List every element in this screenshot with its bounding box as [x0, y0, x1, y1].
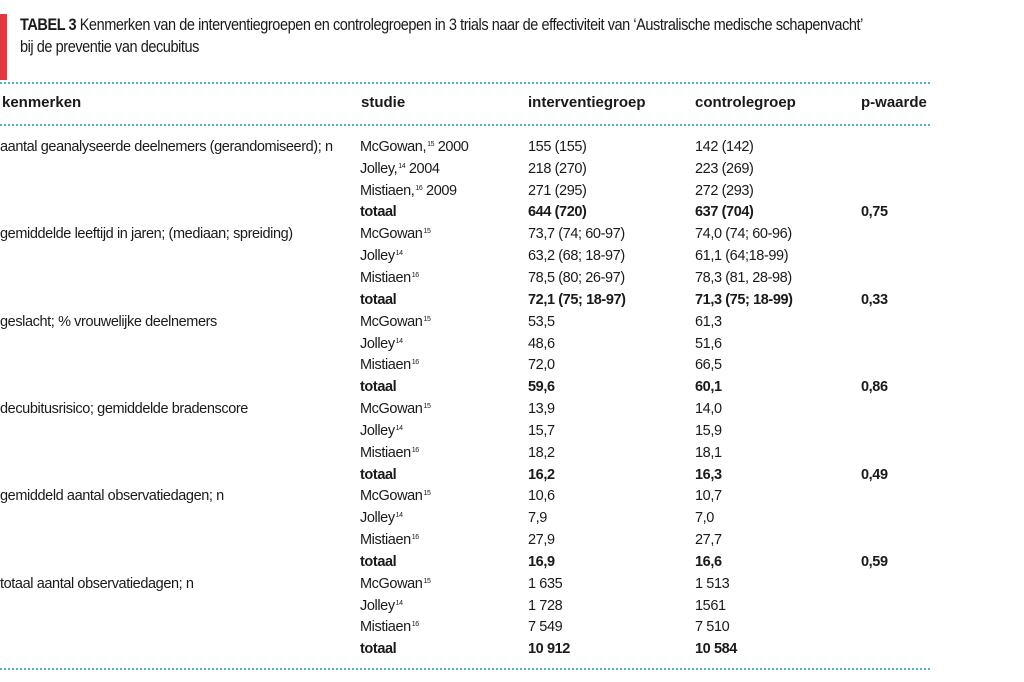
cell-studie — [360, 354, 528, 376]
table-row — [0, 507, 931, 529]
cell-interventiegroep: 15,7 — [528, 422, 555, 439]
reference-number: 16 — [411, 621, 419, 629]
cell-p-waarde — [861, 595, 931, 617]
cell-studie — [360, 573, 528, 595]
study-name: Mistiaen — [360, 619, 411, 636]
cell-kenmerk: geslacht; % vrouwelijke deelnemers — [0, 313, 217, 330]
cell-interventiegroep: 7,9 — [528, 510, 547, 527]
cell-p-waarde — [861, 311, 931, 333]
cell-studie — [360, 486, 528, 508]
cell-interventiegroep: 72,0 — [528, 357, 555, 374]
table-row — [0, 158, 931, 180]
cell-p-waarde — [861, 529, 931, 551]
cell-p-waarde — [861, 486, 931, 508]
cell-kenmerk — [0, 442, 360, 464]
table-row — [0, 223, 931, 245]
reference-number: 16 — [411, 534, 419, 542]
header-rule — [0, 124, 930, 126]
cell-p-waarde — [861, 573, 931, 595]
cell-studie — [360, 333, 528, 355]
cell-studie — [360, 245, 528, 267]
cell-studie — [360, 180, 528, 202]
cell-interventiegroep: 72,1 (75; 18-97) — [528, 291, 626, 308]
cell-interventiegroep: 78,5 (80; 26-97) — [528, 269, 625, 286]
reference-number: 15 — [423, 228, 431, 236]
cell-controlegroep: 51,6 — [695, 335, 722, 352]
reference-number: 14 — [395, 250, 403, 258]
table-row — [0, 289, 931, 311]
cell-p-waarde — [861, 507, 931, 529]
cell-interventiegroep: 27,9 — [528, 532, 555, 549]
cell-kenmerk — [0, 617, 360, 639]
cell-controlegroep: 60,1 — [695, 379, 722, 396]
cell-p-waarde — [861, 442, 931, 464]
study-name: McGowan — [360, 575, 423, 592]
cell-studie — [360, 136, 528, 158]
cell-kenmerk — [0, 595, 360, 617]
cell-interventiegroep: 155 (155) — [528, 138, 587, 155]
reference-number: 15 — [423, 577, 431, 585]
study-name: Jolley — [360, 510, 395, 527]
cell-p-waarde — [861, 420, 931, 442]
cell-interventiegroep: 10,6 — [528, 488, 555, 505]
study-name: Jolley — [360, 335, 395, 352]
table-row — [0, 442, 931, 464]
cell-p-waarde — [861, 638, 931, 660]
cell-kenmerk — [0, 202, 360, 224]
study-name: totaal — [360, 291, 397, 308]
cell-kenmerk — [0, 354, 360, 376]
table-row — [0, 311, 931, 333]
cell-studie — [360, 311, 528, 333]
cell-interventiegroep: 48,6 — [528, 335, 555, 352]
reference-number: 15 — [427, 140, 435, 148]
reference-number: 15 — [423, 490, 431, 498]
cell-p-waarde — [861, 245, 931, 267]
cell-kenmerk — [0, 158, 360, 180]
cell-studie — [360, 551, 528, 573]
cell-interventiegroep: 1 635 — [528, 575, 563, 592]
table-row — [0, 638, 931, 660]
cell-controlegroep: 637 (704) — [695, 204, 754, 221]
top-rule — [0, 82, 930, 84]
study-name: McGowan — [360, 313, 423, 330]
cell-interventiegroep: 63,2 (68; 18-97) — [528, 248, 625, 265]
study-name: Jolley — [360, 597, 395, 614]
reference-number: 14 — [395, 512, 403, 520]
table-row — [0, 354, 931, 376]
cell-controlegroep: 74,0 (74; 60-96) — [695, 226, 792, 243]
cell-interventiegroep: 10 912 — [528, 641, 570, 658]
table-row — [0, 486, 931, 508]
cell-kenmerk: totaal aantal observatiedagen; n — [0, 575, 194, 592]
cell-studie — [360, 376, 528, 398]
study-name: McGowan, — [360, 138, 427, 155]
table-row — [0, 267, 931, 289]
cell-kenmerk: gemiddeld aantal observatiedagen; n — [0, 488, 224, 505]
study-name: Mistiaen — [360, 532, 411, 549]
cell-p-waarde — [861, 617, 931, 639]
cell-studie — [360, 464, 528, 486]
cell-kenmerk — [0, 551, 360, 573]
cell-studie — [360, 617, 528, 639]
study-name: Jolley — [360, 248, 395, 265]
bottom-rule — [0, 668, 930, 670]
cell-p-waarde — [861, 333, 931, 355]
cell-interventiegroep: 271 (295) — [528, 182, 587, 199]
study-name: McGowan — [360, 401, 423, 418]
study-year: 2000 — [434, 138, 469, 155]
study-name: Jolley — [360, 422, 395, 439]
cell-kenmerk — [0, 464, 360, 486]
data-table — [0, 136, 931, 660]
cell-controlegroep: 272 (293) — [695, 182, 754, 199]
cell-controlegroep: 61,3 — [695, 313, 722, 330]
study-year: 2004 — [405, 160, 440, 177]
cell-studie — [360, 442, 528, 464]
cell-controlegroep: 27,7 — [695, 532, 722, 549]
reference-number: 16 — [411, 446, 419, 454]
table-row — [0, 398, 931, 420]
header-kenmerken: kenmerken — [2, 94, 82, 111]
cell-interventiegroep: 59,6 — [528, 379, 555, 396]
header-controlegroep: controlegroep — [695, 94, 796, 111]
cell-kenmerk — [0, 376, 360, 398]
cell-studie — [360, 638, 528, 660]
cell-studie — [360, 507, 528, 529]
study-name: McGowan — [360, 226, 423, 243]
header-interventiegroep: interventiegroep — [528, 94, 646, 111]
cell-p-waarde — [861, 398, 931, 420]
cell-kenmerk — [0, 267, 360, 289]
header-studie: studie — [361, 94, 406, 111]
study-name: totaal — [360, 641, 397, 658]
cell-controlegroep: 16,6 — [695, 553, 722, 570]
reference-number: 15 — [423, 403, 431, 411]
cell-studie — [360, 202, 528, 224]
cell-kenmerk — [0, 529, 360, 551]
table-row — [0, 573, 931, 595]
cell-controlegroep: 10 584 — [695, 641, 737, 658]
cell-controlegroep: 16,3 — [695, 466, 722, 483]
cell-p-waarde — [861, 354, 931, 376]
reference-number: 16 — [411, 271, 419, 279]
cell-kenmerk — [0, 420, 360, 442]
cell-controlegroep: 223 (269) — [695, 160, 754, 177]
cell-interventiegroep: 644 (720) — [528, 204, 587, 221]
cell-kenmerk: decubitusrisico; gemiddelde bradenscore — [0, 401, 248, 418]
cell-controlegroep: 14,0 — [695, 401, 722, 418]
cell-studie — [360, 398, 528, 420]
cell-kenmerk — [0, 180, 360, 202]
cell-p-waarde — [861, 136, 931, 158]
table-row — [0, 617, 931, 639]
cell-interventiegroep: 13,9 — [528, 401, 555, 418]
study-name: Mistiaen, — [360, 182, 415, 199]
cell-kenmerk: gemiddelde leeftijd in jaren; (mediaan; spreiding) — [0, 226, 293, 243]
cell-studie — [360, 529, 528, 551]
cell-kenmerk — [0, 245, 360, 267]
cell-p-waarde: 0,86 — [861, 379, 888, 396]
cell-studie — [360, 595, 528, 617]
cell-kenmerk: aantal geanalyseerde deelnemers (gerandomiseerd); n — [0, 138, 333, 155]
cell-interventiegroep: 16,9 — [528, 553, 555, 570]
cell-controlegroep: 7,0 — [695, 510, 714, 527]
cell-p-waarde — [861, 180, 931, 202]
study-name: totaal — [360, 466, 397, 483]
cell-controlegroep: 142 (142) — [695, 138, 754, 155]
reference-number: 14 — [395, 599, 403, 607]
cell-p-waarde: 0,33 — [861, 291, 888, 308]
caption-accent-bar — [0, 14, 7, 80]
table-row — [0, 245, 931, 267]
study-name: totaal — [360, 204, 397, 221]
study-name: Mistiaen — [360, 357, 411, 374]
cell-interventiegroep: 16,2 — [528, 466, 555, 483]
table-row — [0, 136, 931, 158]
cell-controlegroep: 61,1 (64;18-99) — [695, 248, 789, 265]
cell-controlegroep: 71,3 (75; 18-99) — [695, 291, 793, 308]
table-row — [0, 202, 931, 224]
table-row — [0, 180, 931, 202]
reference-number: 16 — [415, 184, 423, 192]
cell-interventiegroep: 218 (270) — [528, 160, 587, 177]
cell-controlegroep: 18,1 — [695, 444, 722, 461]
reference-number: 15 — [423, 315, 431, 323]
data-table-body — [0, 136, 931, 660]
table-caption — [20, 14, 865, 58]
cell-interventiegroep: 73,7 (74; 60-97) — [528, 226, 625, 243]
cell-controlegroep: 1 513 — [695, 575, 730, 592]
table-row — [0, 551, 931, 573]
cell-studie — [360, 223, 528, 245]
cell-controlegroep: 15,9 — [695, 422, 722, 439]
reference-number: 14 — [395, 337, 403, 345]
cell-kenmerk — [0, 333, 360, 355]
cell-p-waarde — [861, 223, 931, 245]
caption-label: TABEL 3 — [20, 16, 77, 34]
cell-interventiegroep: 53,5 — [528, 313, 555, 330]
caption-text: Kenmerken van de interventiegroepen en controlegroepen in 3 trials naar de effectiviteit van ‘Australische medische schapenvacht’ bij de preventie van decubitus — [20, 16, 863, 56]
cell-p-waarde: 0,75 — [861, 204, 888, 221]
study-year: 2009 — [422, 182, 457, 199]
cell-interventiegroep: 7 549 — [528, 619, 563, 636]
reference-number: 14 — [398, 162, 406, 170]
cell-kenmerk — [0, 289, 360, 311]
cell-studie — [360, 158, 528, 180]
cell-p-waarde: 0,59 — [861, 553, 888, 570]
cell-controlegroep: 78,3 (81, 28-98) — [695, 269, 792, 286]
reference-number: 14 — [395, 424, 403, 432]
study-name: Jolley, — [360, 160, 398, 177]
cell-studie — [360, 289, 528, 311]
table-row — [0, 376, 931, 398]
study-name: totaal — [360, 553, 397, 570]
cell-p-waarde — [861, 267, 931, 289]
study-name: McGowan — [360, 488, 423, 505]
cell-kenmerk — [0, 507, 360, 529]
cell-controlegroep: 7 510 — [695, 619, 730, 636]
study-name: Mistiaen — [360, 444, 411, 461]
cell-interventiegroep: 18,2 — [528, 444, 555, 461]
cell-controlegroep: 66,5 — [695, 357, 722, 374]
table-row — [0, 595, 931, 617]
study-name: totaal — [360, 379, 397, 396]
table-row — [0, 464, 931, 486]
study-name: Mistiaen — [360, 269, 411, 286]
cell-studie — [360, 267, 528, 289]
cell-p-waarde: 0,49 — [861, 466, 888, 483]
table-row — [0, 420, 931, 442]
cell-controlegroep: 10,7 — [695, 488, 722, 505]
cell-kenmerk — [0, 638, 360, 660]
cell-studie — [360, 420, 528, 442]
header-p-waarde: p-waarde — [861, 94, 927, 111]
cell-interventiegroep: 1 728 — [528, 597, 563, 614]
cell-p-waarde — [861, 158, 931, 180]
table-row — [0, 529, 931, 551]
cell-controlegroep: 1561 — [695, 597, 726, 614]
table-row — [0, 333, 931, 355]
reference-number: 16 — [411, 359, 419, 367]
